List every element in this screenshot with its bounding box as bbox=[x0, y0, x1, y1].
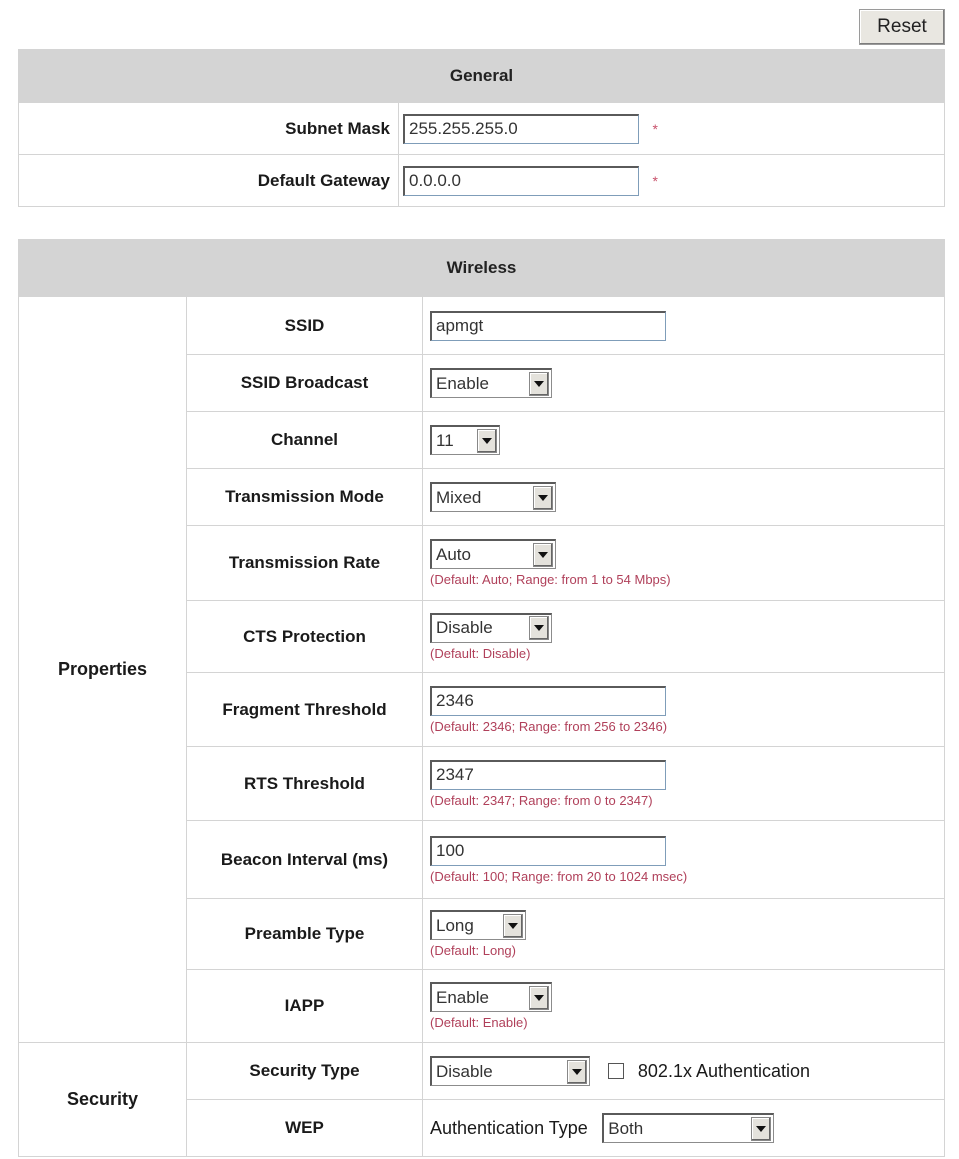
beacon-interval-input[interactable] bbox=[430, 836, 666, 866]
fragment-threshold-input[interactable] bbox=[430, 686, 666, 716]
channel-value: 11 bbox=[436, 430, 454, 450]
wireless-header: Wireless bbox=[19, 240, 945, 297]
cts-protection-label: CTS Protection bbox=[187, 601, 423, 673]
wireless-table bbox=[18, 239, 945, 1157]
default-gateway-required-mark: * bbox=[652, 172, 658, 189]
fragment-threshold-label: Fragment Threshold bbox=[187, 673, 423, 747]
chevron-down-icon[interactable] bbox=[529, 372, 549, 396]
channel-select[interactable] bbox=[430, 425, 500, 455]
iapp-value: Enable bbox=[436, 987, 489, 1007]
iapp-select[interactable] bbox=[430, 982, 552, 1012]
auth-8021x-label: 802.1x Authentication bbox=[637, 1060, 811, 1081]
preamble-type-hint: (Default: Long) bbox=[430, 943, 516, 958]
beacon-interval-hint: (Default: 100; Range: from 20 to 1024 msec) bbox=[430, 868, 688, 884]
ssid-label: SSID bbox=[187, 297, 423, 355]
cts-protection-select[interactable] bbox=[430, 613, 552, 643]
transmission-rate-hint: (Default: Auto; Range: from 1 to 54 Mbps) bbox=[430, 572, 671, 587]
transmission-rate-label: Transmission Rate bbox=[187, 526, 423, 601]
ssid-broadcast-value: Enable bbox=[436, 373, 489, 393]
transmission-rate-value: Auto bbox=[436, 544, 471, 564]
iapp-label: IAPP bbox=[187, 970, 423, 1043]
iapp-hint: (Default: Enable) bbox=[430, 1015, 528, 1030]
cts-protection-value: Disable bbox=[436, 618, 493, 637]
cts-protection-hint: (Default: Disable) bbox=[430, 645, 531, 661]
default-gateway-input[interactable] bbox=[403, 166, 639, 196]
authentication-type-value: Both bbox=[608, 1118, 644, 1138]
rts-threshold-hint: (Default: 2347; Range: from 0 to 2347) bbox=[430, 792, 653, 808]
preamble-type-select[interactable] bbox=[430, 910, 526, 940]
transmission-mode-label: Transmission Mode bbox=[187, 469, 423, 526]
chevron-down-icon[interactable] bbox=[567, 1060, 587, 1084]
default-gateway-label: Default Gateway bbox=[19, 155, 399, 207]
rts-threshold-input[interactable] bbox=[430, 760, 666, 790]
transmission-mode-select[interactable] bbox=[430, 482, 556, 512]
ssid-row bbox=[19, 297, 945, 355]
chevron-down-icon[interactable] bbox=[503, 914, 523, 938]
security-type-select[interactable] bbox=[430, 1056, 590, 1086]
auth-8021x-checkbox[interactable] bbox=[608, 1063, 624, 1079]
subnet-mask-label: Subnet Mask bbox=[19, 103, 399, 155]
chevron-down-icon[interactable] bbox=[529, 616, 549, 640]
general-header: General bbox=[19, 50, 945, 103]
reset-button[interactable]: Reset bbox=[859, 9, 945, 45]
authentication-type-select[interactable] bbox=[602, 1113, 774, 1143]
security-type-label: Security Type bbox=[187, 1043, 423, 1100]
preamble-type-value: Long bbox=[436, 915, 474, 935]
security-type-value: Disable bbox=[436, 1061, 493, 1081]
ssid-input[interactable] bbox=[430, 311, 666, 341]
beacon-interval-label: Beacon Interval (ms) bbox=[187, 821, 423, 899]
security-group-label: Security bbox=[19, 1043, 187, 1157]
default-gateway-row bbox=[19, 155, 945, 207]
chevron-down-icon[interactable] bbox=[529, 986, 549, 1010]
subnet-mask-input[interactable] bbox=[403, 114, 639, 144]
general-table bbox=[18, 49, 945, 207]
chevron-down-icon[interactable] bbox=[477, 429, 497, 453]
ssid-broadcast-label: SSID Broadcast bbox=[187, 355, 423, 412]
chevron-down-icon[interactable] bbox=[533, 543, 553, 567]
wep-label: WEP bbox=[187, 1100, 423, 1157]
ssid-broadcast-select[interactable] bbox=[430, 368, 552, 398]
rts-threshold-label: RTS Threshold bbox=[187, 747, 423, 821]
subnet-mask-row bbox=[19, 103, 945, 155]
properties-group-label: Properties bbox=[19, 297, 187, 1043]
channel-label: Channel bbox=[187, 412, 423, 469]
fragment-threshold-hint: (Default: 2346; Range: from 256 to 2346) bbox=[430, 718, 668, 734]
chevron-down-icon[interactable] bbox=[533, 486, 553, 510]
transmission-mode-value: Mixed bbox=[436, 487, 482, 507]
security-type-row bbox=[19, 1043, 945, 1100]
transmission-rate-select[interactable] bbox=[430, 539, 556, 569]
subnet-mask-required-mark: * bbox=[652, 120, 658, 137]
authentication-type-label: Authentication Type bbox=[430, 1117, 588, 1138]
preamble-type-label: Preamble Type bbox=[187, 899, 423, 970]
chevron-down-icon[interactable] bbox=[751, 1117, 771, 1141]
